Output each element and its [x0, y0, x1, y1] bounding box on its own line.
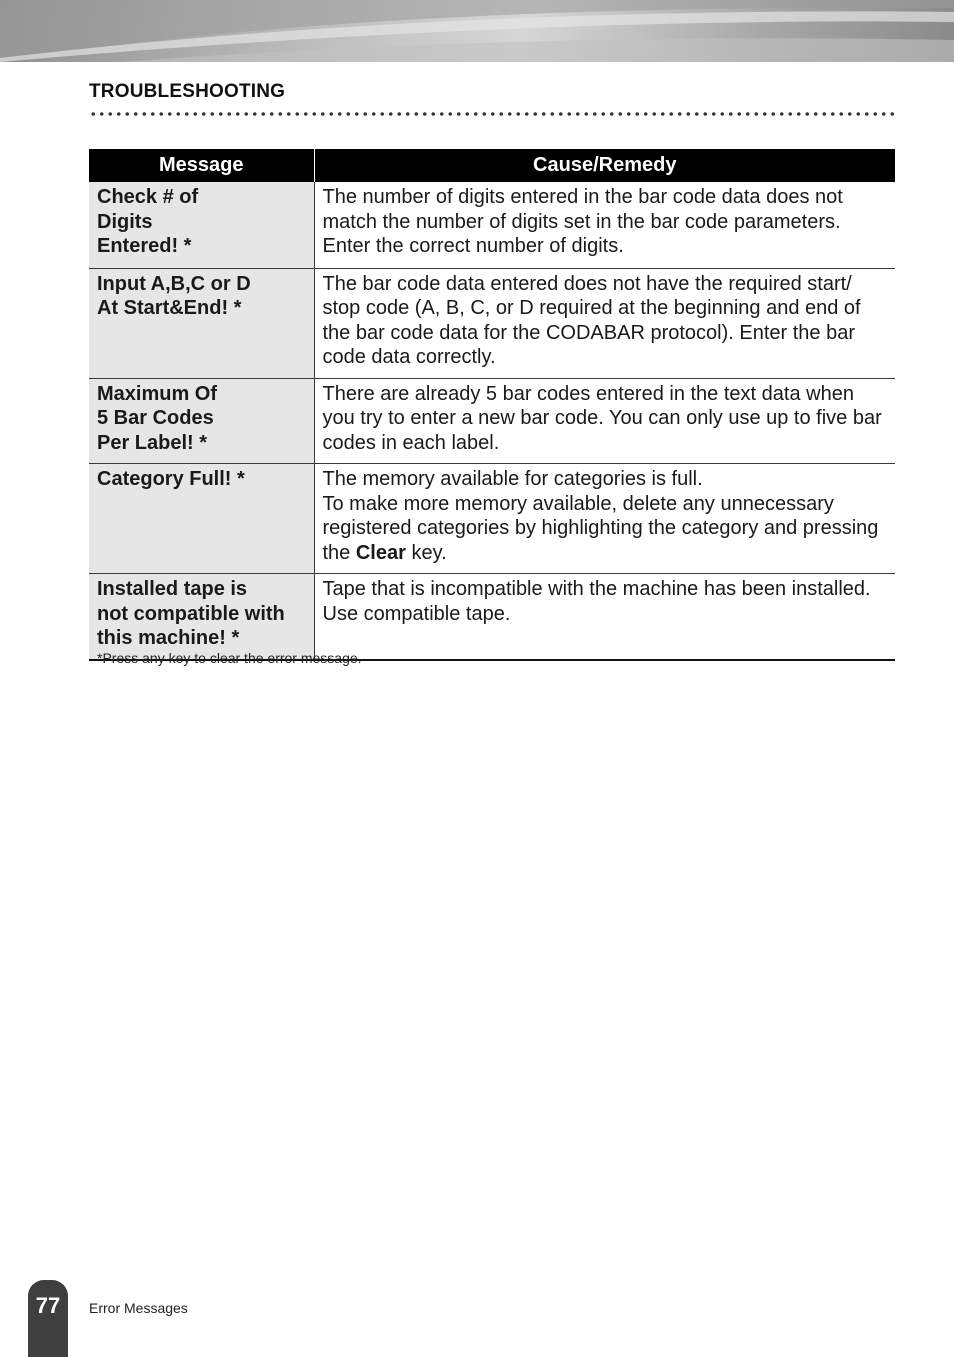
header-banner — [0, 0, 954, 62]
table-row — [89, 574, 895, 660]
table-header-row — [89, 149, 895, 182]
message-text: Input A,B,C or D At Start&End! * — [97, 272, 251, 319]
remedy-cell — [314, 464, 895, 574]
error-message-table — [89, 149, 895, 661]
message-cell — [89, 574, 314, 660]
message-text: Maximum Of 5 Bar Codes Per Label! * — [97, 382, 218, 454]
message-cell — [89, 268, 314, 378]
remedy-line-1: The memory available for categories is full. — [322, 468, 703, 490]
clear-key-name: Clear — [355, 541, 406, 564]
column-header-message: Message — [89, 149, 314, 182]
remedy-line-2: To make more memory available, delete any unnecessary registered categories by highlighting the category and pressing the — [322, 492, 879, 564]
table-footnote: *Press any key to clear the error message. — [97, 650, 362, 666]
header-swoosh-graphic — [0, 0, 954, 62]
message-text: Category Full! * — [97, 468, 245, 490]
remedy-cell: The number of digits entered in the bar code data does not match the number of digits set in the bar code parameters. Enter the correct number of digits. — [314, 182, 895, 268]
message-cell — [89, 378, 314, 464]
table-row — [89, 464, 895, 574]
remedy-cell: The bar code data entered does not have the required start/ stop code (A, B, C, or D required at the beginning and end of the bar code data for the CODABAR protocol). Enter the bar code data correctly. — [314, 268, 895, 378]
table-row — [89, 268, 895, 378]
remedy-line-2-end: key. — [405, 541, 447, 564]
page-number: 77 — [35, 1293, 61, 1318]
remedy-cell: There are already 5 bar codes entered in the text data when you try to enter a new bar code. You can only use up to five bar codes in each label. — [314, 378, 895, 464]
message-cell — [89, 182, 314, 268]
table-row — [89, 182, 895, 268]
remedy-cell: Tape that is incompatible with the machine has been installed. Use compatible tape. — [314, 574, 895, 660]
footer-section-label: Error Messages — [89, 1300, 188, 1316]
message-text: Installed tape is not compatible with this machine! * — [97, 578, 285, 649]
message-cell — [89, 464, 314, 574]
dotted-divider — [89, 111, 895, 117]
message-text: Check # of Digits Entered! * — [97, 186, 199, 257]
section-title: TROUBLESHOOTING — [89, 81, 286, 102]
table-row — [89, 378, 895, 464]
column-header-cause-remedy: Cause/Remedy — [314, 149, 895, 182]
